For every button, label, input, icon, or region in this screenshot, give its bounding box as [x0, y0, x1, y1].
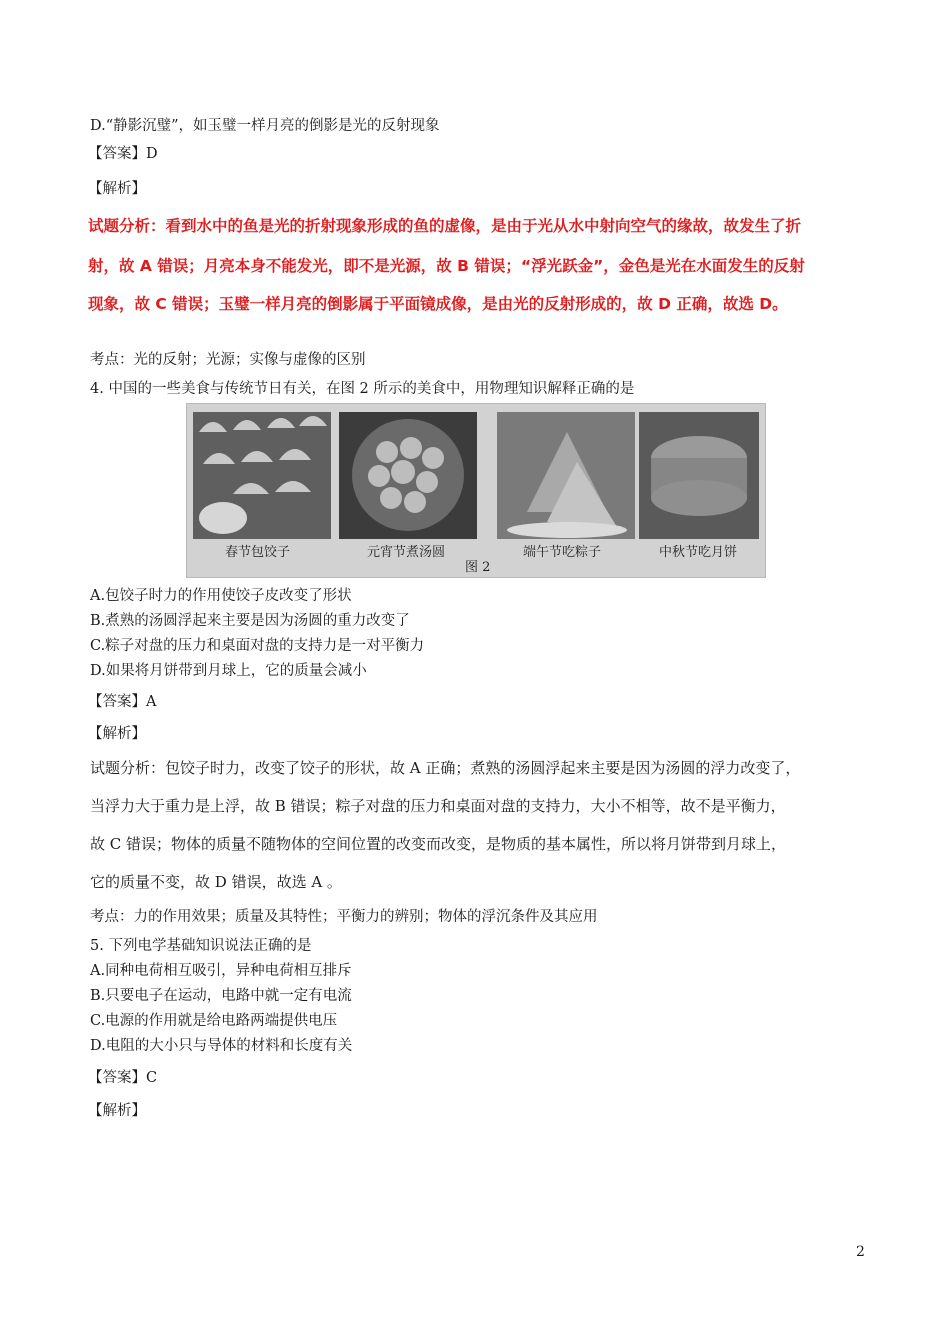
q3-explanation-line-1: 试题分析：看到水中的鱼是光的折射现象形成的鱼的虚像，是由于光从水中射向空气的缘故，故发生了折 — [88, 217, 802, 235]
q3-explanation-line-3: 现象，故 C 错误；玉璧一样月亮的倒影属于平面镜成像，是由光的反射形成的，故 D 正确，故选 D。 — [88, 295, 788, 313]
q4-analysis-tag: 【解析】 — [88, 726, 146, 742]
q5-analysis-tag: 【解析】 — [88, 1103, 146, 1119]
q4-option-d: D.如果将月饼带到月球上，它的质量会减小 — [90, 663, 367, 679]
q5-option-b: B.只要电子在运动，电路中就一定有电流 — [90, 988, 352, 1004]
q5-option-d: D.电阻的大小只与导体的材料和长度有关 — [90, 1038, 353, 1054]
q4-answer: 【答案】A — [88, 694, 157, 710]
q4-option-c: C.粽子对盘的压力和桌面对盘的支持力是一对平衡力 — [90, 638, 425, 654]
photo-tangyuan — [339, 412, 477, 539]
q4-explanation-line-1: 试题分析：包饺子时力，改变了饺子的形状，故 A 正确；煮熟的汤圆浮起来主要是因为汤圆的浮力改变了， — [90, 759, 801, 777]
photo-dumplings — [193, 412, 331, 539]
page-number: 2 — [856, 1244, 865, 1260]
q3-option-d: D.“静影沉璧”，如玉璧一样月亮的倒影是光的反射现象 — [90, 118, 440, 134]
photo-zongzi — [497, 412, 635, 539]
q4-option-a: A.包饺子时力的作用使饺子皮改变了形状 — [90, 588, 352, 604]
q3-analysis-tag: 【解析】 — [88, 181, 146, 197]
q4-option-b: B.煮熟的汤圆浮起来主要是因为汤圆的重力改变了 — [90, 613, 410, 629]
q4-explanation-line-3: 故 C 错误；物体的质量不随物体的空间位置的改变而改变，是物质的基本属性，所以将月饼带到月球上， — [90, 835, 787, 853]
q5-stem: 5. 下列电学基础知识说法正确的是 — [90, 938, 312, 954]
q3-explanation-line-2: 射，故 A 错误；月亮本身不能发光，即不是光源，故 B 错误；“浮光跃金”，金色是光在水面发生的反射 — [88, 257, 805, 275]
caption-mooncake: 中秋节吃月饼 — [659, 545, 738, 560]
q4-explanation-line-4: 它的质量不变，故 D 错误，故选 A 。 — [90, 873, 342, 891]
q5-option-c: C.电源的作用就是给电路两端提供电压 — [90, 1013, 338, 1029]
q4-stem: 4. 中国的一些美食与传统节日有关，在图 2 所示的美食中，用物理知识解释正确的是 — [90, 381, 635, 397]
q4-kaodian: 考点：力的作用效果；质量及其特性；平衡力的辨别；物体的浮沉条件及其应用 — [90, 909, 598, 925]
figure-2-food-photos — [186, 403, 766, 578]
q5-answer: 【答案】C — [88, 1070, 158, 1086]
q4-explanation-line-2: 当浮力大于重力是上浮，故 B 错误；粽子对盘的压力和桌面对盘的支持力，大小不相等，故不是平衡力， — [90, 797, 786, 815]
figure-label: 图 2 — [465, 560, 491, 575]
q5-option-a: A.同种电荷相互吸引，异种电荷相互排斥 — [90, 963, 352, 979]
caption-zongzi: 端午节吃粽子 — [523, 545, 602, 560]
caption-dumplings: 春节包饺子 — [225, 545, 291, 560]
q3-answer: 【答案】D — [88, 146, 158, 162]
caption-tangyuan: 元宵节煮汤圆 — [367, 545, 446, 560]
photo-mooncake — [639, 412, 759, 539]
q3-kaodian: 考点：光的反射；光源；实像与虚像的区别 — [90, 352, 366, 368]
